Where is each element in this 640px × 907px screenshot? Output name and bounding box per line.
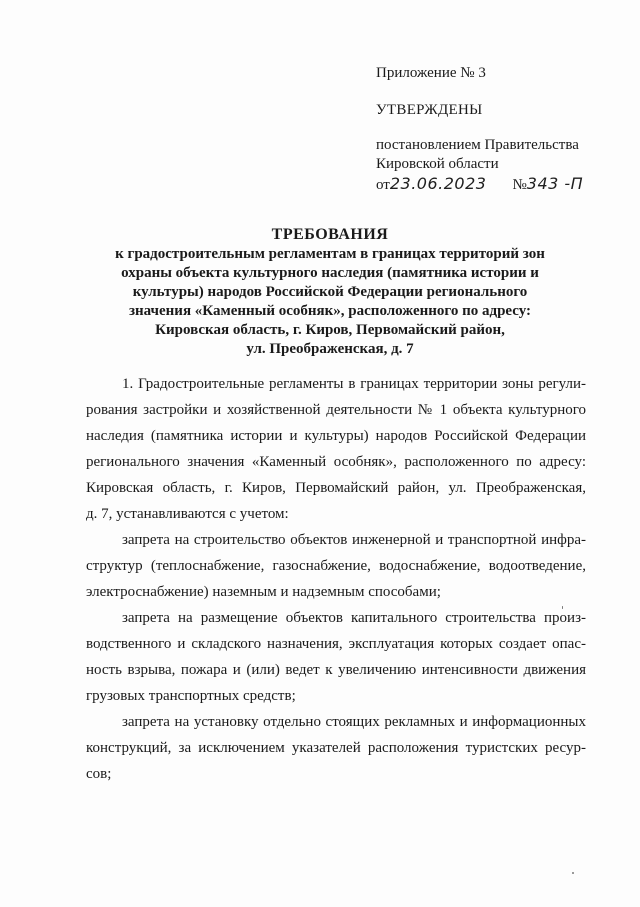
paragraph-4 (86, 709, 586, 787)
document-body (86, 371, 586, 787)
title-line: охраны объекта культурного наследия (памятника истории и (121, 265, 539, 281)
decree-line-1: постановлением Правительства (376, 137, 579, 153)
scan-speck (572, 872, 574, 874)
body-line: грузовых транспортных средств; (86, 688, 296, 704)
body-line: ность взрыва, пожара и (или) ведет к увеличению интенсивности движения (86, 662, 586, 678)
decree-date-number-line (376, 174, 626, 195)
body-line: запрета на строительство объектов инженерной и транспортной инфра- (122, 532, 586, 548)
title-line: культуры) народов Российской Федерации регионального (132, 284, 528, 300)
appendix-label: Приложение № 3 (376, 65, 486, 81)
paragraph-2 (86, 527, 586, 605)
title-line: значения «Каменный особняк», расположенного по адресу: (128, 303, 532, 319)
number-prefix: № (512, 177, 527, 193)
body-line: Кировская область, г. Киров, Первомайский район, ул. Преображенская, (86, 480, 586, 496)
approved-label: УТВЕРЖДЕНЫ (376, 102, 483, 118)
handwritten-number: 343 -П (526, 174, 584, 193)
title-line: ул. Преображенская, д. 7 (246, 341, 414, 357)
paragraph-1 (86, 371, 586, 527)
body-line: запрета на размещение объектов капитального строительства произ- (122, 610, 586, 626)
body-line: структур (теплоснабжение, газоснабжение, водоснабжение, водоотведение, (86, 558, 586, 574)
body-line: сов; (86, 766, 112, 782)
paragraph-3 (86, 605, 586, 709)
body-line: конструкций, за исключением указателей расположения туристских ресур- (86, 740, 586, 756)
body-line: 1. Градостроительные регламенты в границах территории зоны регули- (122, 376, 586, 392)
body-line: наследия (памятника истории и культуры) народов Российской Федерации (86, 428, 586, 444)
handwritten-date: 23.06.2023 (389, 174, 487, 193)
approval-block (376, 64, 626, 195)
body-line: д. 7, устанавливаются с учетом: (86, 506, 289, 522)
body-line: запрета на установку отдельно стоящих рекламных и информационных (122, 714, 586, 730)
decree-line-2: Кировской области (376, 156, 499, 172)
title-line: Кировская область, г. Киров, Первомайский район, (155, 322, 505, 338)
body-line: водственного и складского назначения, эксплуатация которых создает опас- (86, 636, 586, 652)
body-line: электроснабжение) наземным и надземным способами; (86, 584, 441, 600)
title-heading: ТРЕБОВАНИЯ (271, 226, 389, 243)
date-prefix: от (376, 177, 390, 193)
body-line: регионального значения «Каменный особняк», расположенного по адресу: (86, 454, 586, 470)
document-title (80, 225, 580, 359)
body-line: рования застройки и хозяйственной деятельности № 1 объекта культурного (86, 402, 586, 418)
scan-speck (562, 606, 563, 609)
title-line: к градостроительным регламентам в границах территорий зон (115, 246, 545, 262)
